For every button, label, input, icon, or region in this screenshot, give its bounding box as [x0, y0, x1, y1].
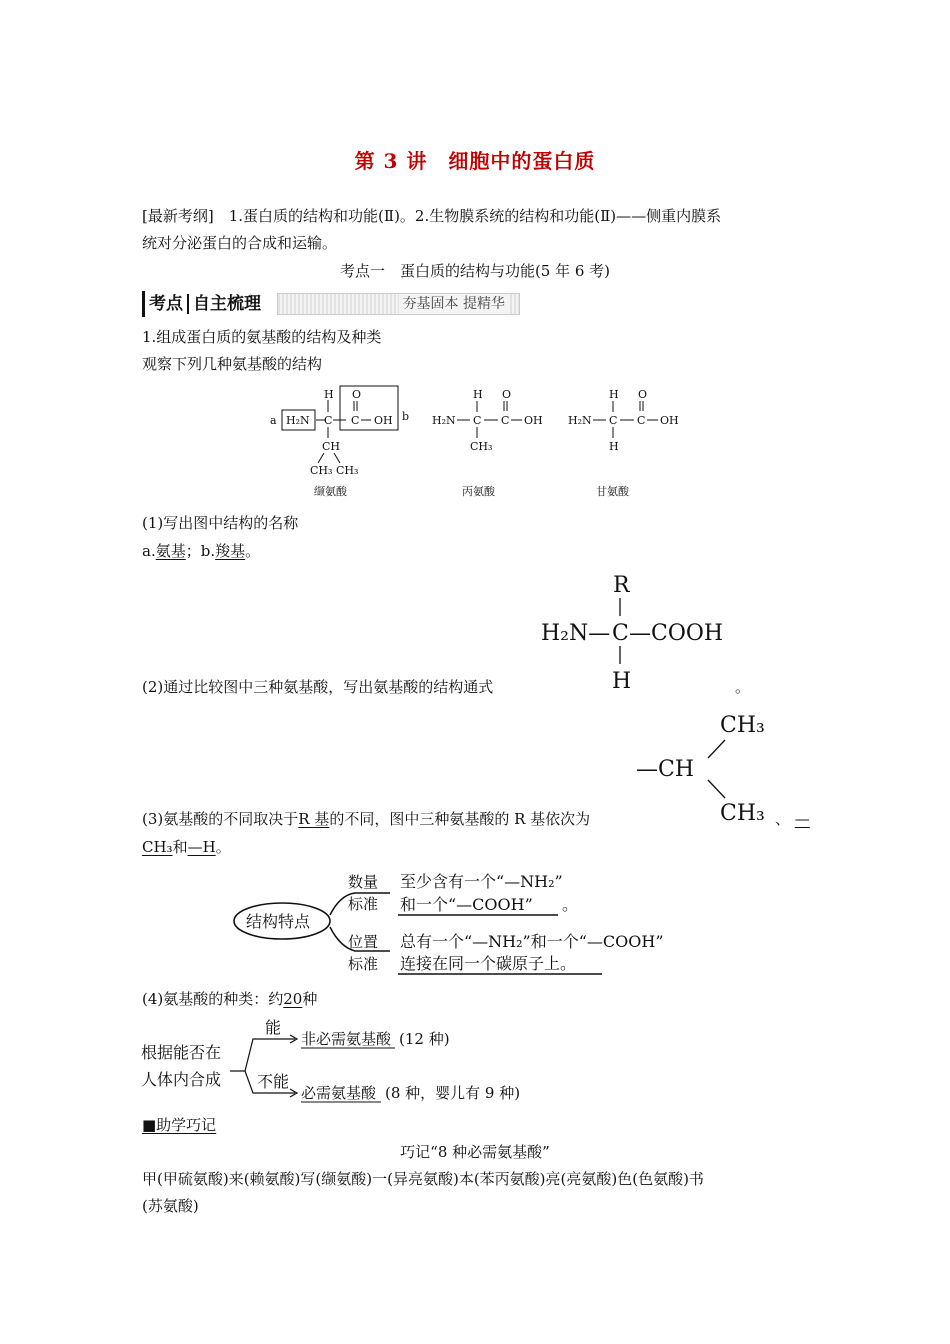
glycine-oh: OH — [660, 414, 679, 427]
isopropyl-group — [630, 708, 780, 828]
formula-h: H — [612, 669, 632, 694]
branch1-label-l1: 数量 — [348, 873, 379, 891]
bond — [318, 453, 324, 463]
classification-diagram — [135, 1015, 555, 1110]
amino-acid-structures — [260, 380, 700, 505]
q2-end: 。 — [735, 678, 751, 696]
basis-l1: 根据能否在 — [141, 1043, 222, 1062]
badge-slogan: 夯基固本 提精华 — [399, 294, 509, 314]
q3-sep: 、 — [775, 810, 791, 828]
valine-oh: OH — [374, 414, 393, 427]
alanine-top-h: H — [473, 388, 483, 401]
section1-heading: 1.组成蛋白质的氨基酸的结构及种类 — [142, 328, 382, 346]
glycine-top-h: H — [609, 388, 619, 401]
badge-part2: 自主梳理 — [187, 294, 261, 314]
structure-features-diagram — [230, 865, 750, 980]
q4-line — [142, 988, 317, 1010]
alanine-oh: OH — [524, 414, 543, 427]
q3-and: 和 — [172, 838, 188, 856]
badge-label — [142, 291, 272, 317]
q3-sep-line — [775, 808, 810, 830]
valine-ch: CH — [322, 440, 341, 453]
nonessential-note: (12 种) — [399, 1030, 450, 1048]
glycine-h2n: H₂N — [568, 414, 592, 427]
basis-l2: 人体内合成 — [141, 1070, 222, 1089]
q1-answer-line — [142, 540, 260, 562]
q4-unit: 种 — [302, 990, 318, 1008]
badge-slogan-bar — [277, 293, 520, 315]
glycine-bottom-h: H — [609, 440, 619, 453]
bond — [708, 780, 725, 798]
bond — [334, 453, 340, 463]
isopropyl-ch3-bottom: CH₃ — [720, 801, 765, 826]
q1-b-answer: 羧基 — [215, 542, 246, 560]
branch1-text-l2: 和一个“—COOH” — [400, 895, 533, 914]
branch1-end: 。 — [562, 895, 579, 914]
formula-r: R — [613, 573, 630, 598]
memory-heading: ■助学巧记 — [142, 1116, 217, 1134]
glycine-carboxyl-c: C — [637, 414, 646, 427]
branch1-text-l1: 至少含有一个“—NH₂” — [400, 872, 563, 891]
upper-branch-line — [230, 1039, 295, 1071]
alanine-carboxyl-c: C — [501, 414, 510, 427]
q3-r-group: R 基 — [298, 810, 330, 828]
nonessential: 非必需氨基酸 — [301, 1030, 392, 1048]
page-title: 第 3 讲 细胞中的蛋白质 — [354, 149, 596, 173]
q1-a-prefix: a. — [142, 542, 156, 560]
label-b: b — [402, 410, 410, 423]
q3-ch3: CH₃ — [142, 838, 173, 856]
can-label: 能 — [265, 1018, 282, 1037]
formula-h2n: H₂N— — [541, 621, 611, 646]
label-a: a — [270, 414, 277, 427]
topic-heading: 考点一 蛋白质的结构与功能(5 年 6 考) — [339, 262, 611, 280]
q1-sep: ；b. — [185, 542, 216, 560]
branch2-label-l1: 位置 — [348, 933, 379, 951]
q3-h: —H — [187, 838, 216, 856]
valine-alpha-c: C — [324, 414, 333, 427]
alanine-h2n: H₂N — [432, 414, 456, 427]
alanine-ch3: CH₃ — [470, 440, 493, 453]
alanine-alpha-c: C — [473, 414, 482, 427]
alanine-o: O — [502, 388, 512, 401]
section1-intro: 观察下列几种氨基酸的结构 — [142, 355, 323, 373]
branch2-text-l2: 连接在同一个碳原子上。 — [400, 954, 577, 973]
general-formula — [535, 568, 755, 698]
badge-part1: 考点 — [149, 294, 183, 314]
q3-line2 — [142, 836, 231, 858]
formula-c: C — [612, 621, 629, 646]
q4-count: 20 — [283, 990, 303, 1008]
glycine-name: 甘氨酸 — [596, 485, 629, 498]
valine-ch3-right: CH₃ — [336, 464, 359, 477]
exam-outline-line1: [最新考纲] 1.蛋白质的结构和功能(Ⅱ)。2.生物膜系统的结构和功能(Ⅱ)——侧重内膜系 — [142, 207, 722, 225]
branch1-label-l2: 标准 — [348, 895, 379, 913]
valine-top-h: H — [324, 388, 334, 401]
q3-end: 。 — [215, 838, 231, 856]
q3-text2: 的不同，图中三种氨基酸的 R 基依次为 — [329, 810, 591, 828]
glycine-o: O — [638, 388, 648, 401]
valine-carboxyl-c: C — [351, 414, 360, 427]
q1-a-answer: 氨基 — [155, 542, 186, 560]
valine-name: 缬氨酸 — [314, 485, 347, 498]
valine-o: O — [352, 388, 362, 401]
valine-h2n: H₂N — [286, 414, 310, 427]
isopropyl-ch3-top: CH₃ — [720, 713, 765, 738]
formula-cooh: —COOH — [629, 621, 724, 646]
memory-line1: 甲(甲硫氨酸)来(赖氨酸)写(缬氨酸)一(异亮氨酸)本(苯丙氨酸)亮(亮氨酸)色(色氨酸)书 — [142, 1170, 704, 1188]
section-badge — [142, 291, 520, 317]
q3-dash: — — [794, 810, 810, 828]
center-label: 结构特点 — [246, 912, 311, 931]
q3-text: (3)氨基酸的不同取决于 — [142, 810, 299, 828]
branch2-label-l2: 标准 — [348, 955, 379, 973]
glycine-alpha-c: C — [609, 414, 618, 427]
essential-note: (8 种，婴儿有 9 种) — [385, 1084, 521, 1102]
memory-line2: (苏氨酸) — [142, 1197, 199, 1215]
bond — [708, 740, 725, 758]
q2-text: (2)通过比较图中三种氨基酸，写出氨基酸的结构通式 — [142, 678, 494, 696]
essential: 必需氨基酸 — [301, 1084, 377, 1102]
q1-end: 。 — [245, 542, 261, 560]
alanine-name: 丙氨酸 — [462, 485, 495, 498]
q3-line1 — [142, 808, 590, 830]
memory-title: 巧记“8 种必需氨基酸” — [400, 1143, 550, 1161]
q1-text: (1)写出图中结构的名称 — [142, 514, 299, 532]
q4-text: (4)氨基酸的种类：约 — [142, 990, 284, 1008]
cannot-label: 不能 — [257, 1072, 290, 1091]
valine-ch3-left: CH₃ — [310, 464, 333, 477]
exam-outline-line2: 统对分泌蛋白的合成和运输。 — [142, 234, 338, 252]
isopropyl-ch: —CH — [636, 757, 695, 782]
branch2-text-l1: 总有一个“—NH₂”和一个“—COOH” — [400, 932, 664, 951]
